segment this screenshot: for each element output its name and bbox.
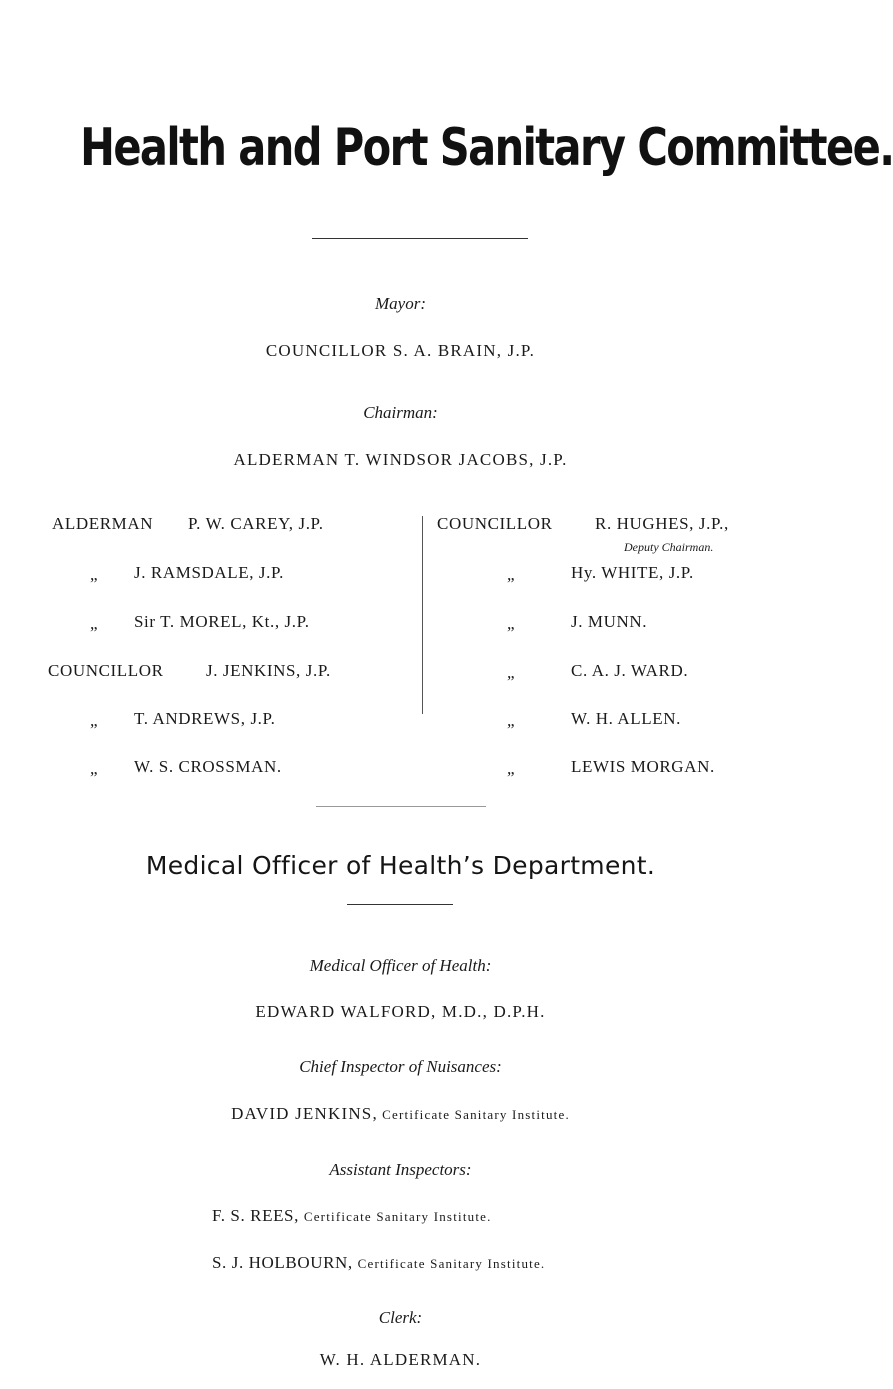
chief-inspector-certificate: Certificate Sanitary Institute. xyxy=(382,1107,570,1122)
department-divider xyxy=(347,904,453,905)
member-name: J. RAMSDALE, J.P. xyxy=(134,563,285,582)
section-divider xyxy=(316,806,486,807)
ditto-mark: „ xyxy=(507,614,515,633)
member-prefix: COUNCILLOR xyxy=(437,514,553,533)
member-name: J. MUNN. xyxy=(571,612,648,631)
member-name: Sir T. MOREL, Kt., J.P. xyxy=(134,612,310,631)
ditto-mark: „ xyxy=(507,663,515,682)
ditto-mark: „ xyxy=(507,711,515,730)
chairman-name: ALDERMAN T. WINDSOR JACOBS, J.P. xyxy=(233,450,568,469)
assistant-inspector-name: F. S. REES, xyxy=(212,1206,299,1225)
ditto-mark: „ xyxy=(90,711,98,730)
member-prefix: COUNCILLOR xyxy=(48,661,164,680)
clerk-name: W. H. ALDERMAN. xyxy=(319,1350,482,1369)
assistant-inspectors-role: Assistant Inspectors: xyxy=(329,1160,472,1179)
title-divider xyxy=(312,238,528,239)
column-divider xyxy=(422,516,423,714)
member-name: R. HUGHES, J.P., xyxy=(595,514,729,533)
ditto-mark: „ xyxy=(90,759,98,778)
chairman-role: Chairman: xyxy=(363,403,438,422)
clerk-role: Clerk: xyxy=(378,1308,423,1327)
assistant-inspector xyxy=(212,1253,545,1273)
moh-role: Medical Officer of Health: xyxy=(309,956,492,975)
member-name: Hy. WHITE, J.P. xyxy=(571,563,694,582)
assistant-inspector-name: S. J. HOLBOURN, xyxy=(212,1253,353,1272)
ditto-mark: „ xyxy=(90,614,98,633)
chief-inspector-role: Chief Inspector of Nuisances: xyxy=(299,1057,502,1076)
department-title: Medical Officer of Health’s Department. xyxy=(145,851,656,880)
chief-inspector-line xyxy=(0,1104,801,1124)
assistant-inspector xyxy=(212,1206,492,1226)
member-name: J. JENKINS, J.P. xyxy=(206,661,331,680)
page-title: Health and Port Sanitary Committee. xyxy=(80,118,893,178)
assistant-inspector-certificate: Certificate Sanitary Institute. xyxy=(303,1209,492,1224)
member-name: W. S. CROSSMAN. xyxy=(134,757,282,776)
ditto-mark: „ xyxy=(90,565,98,584)
member-name: P. W. CAREY, J.P. xyxy=(188,514,324,533)
mayor-name: COUNCILLOR S. A. BRAIN, J.P. xyxy=(265,341,536,360)
moh-name: EDWARD WALFORD, M.D., D.P.H. xyxy=(255,1002,546,1021)
member-prefix: ALDERMAN xyxy=(52,514,154,533)
member-name: W. H. ALLEN. xyxy=(571,709,681,728)
deputy-chairman-note: Deputy Chairman. xyxy=(624,540,714,554)
ditto-mark: „ xyxy=(507,565,515,584)
member-name: T. ANDREWS, J.P. xyxy=(134,709,276,728)
member-name: LEWIS MORGAN. xyxy=(571,757,715,776)
ditto-mark: „ xyxy=(507,759,515,778)
assistant-inspector-certificate: Certificate Sanitary Institute. xyxy=(357,1256,546,1271)
chief-inspector-name: DAVID JENKINS, xyxy=(231,1104,378,1123)
mayor-role: Mayor: xyxy=(375,294,426,313)
member-name: C. A. J. WARD. xyxy=(571,661,689,680)
